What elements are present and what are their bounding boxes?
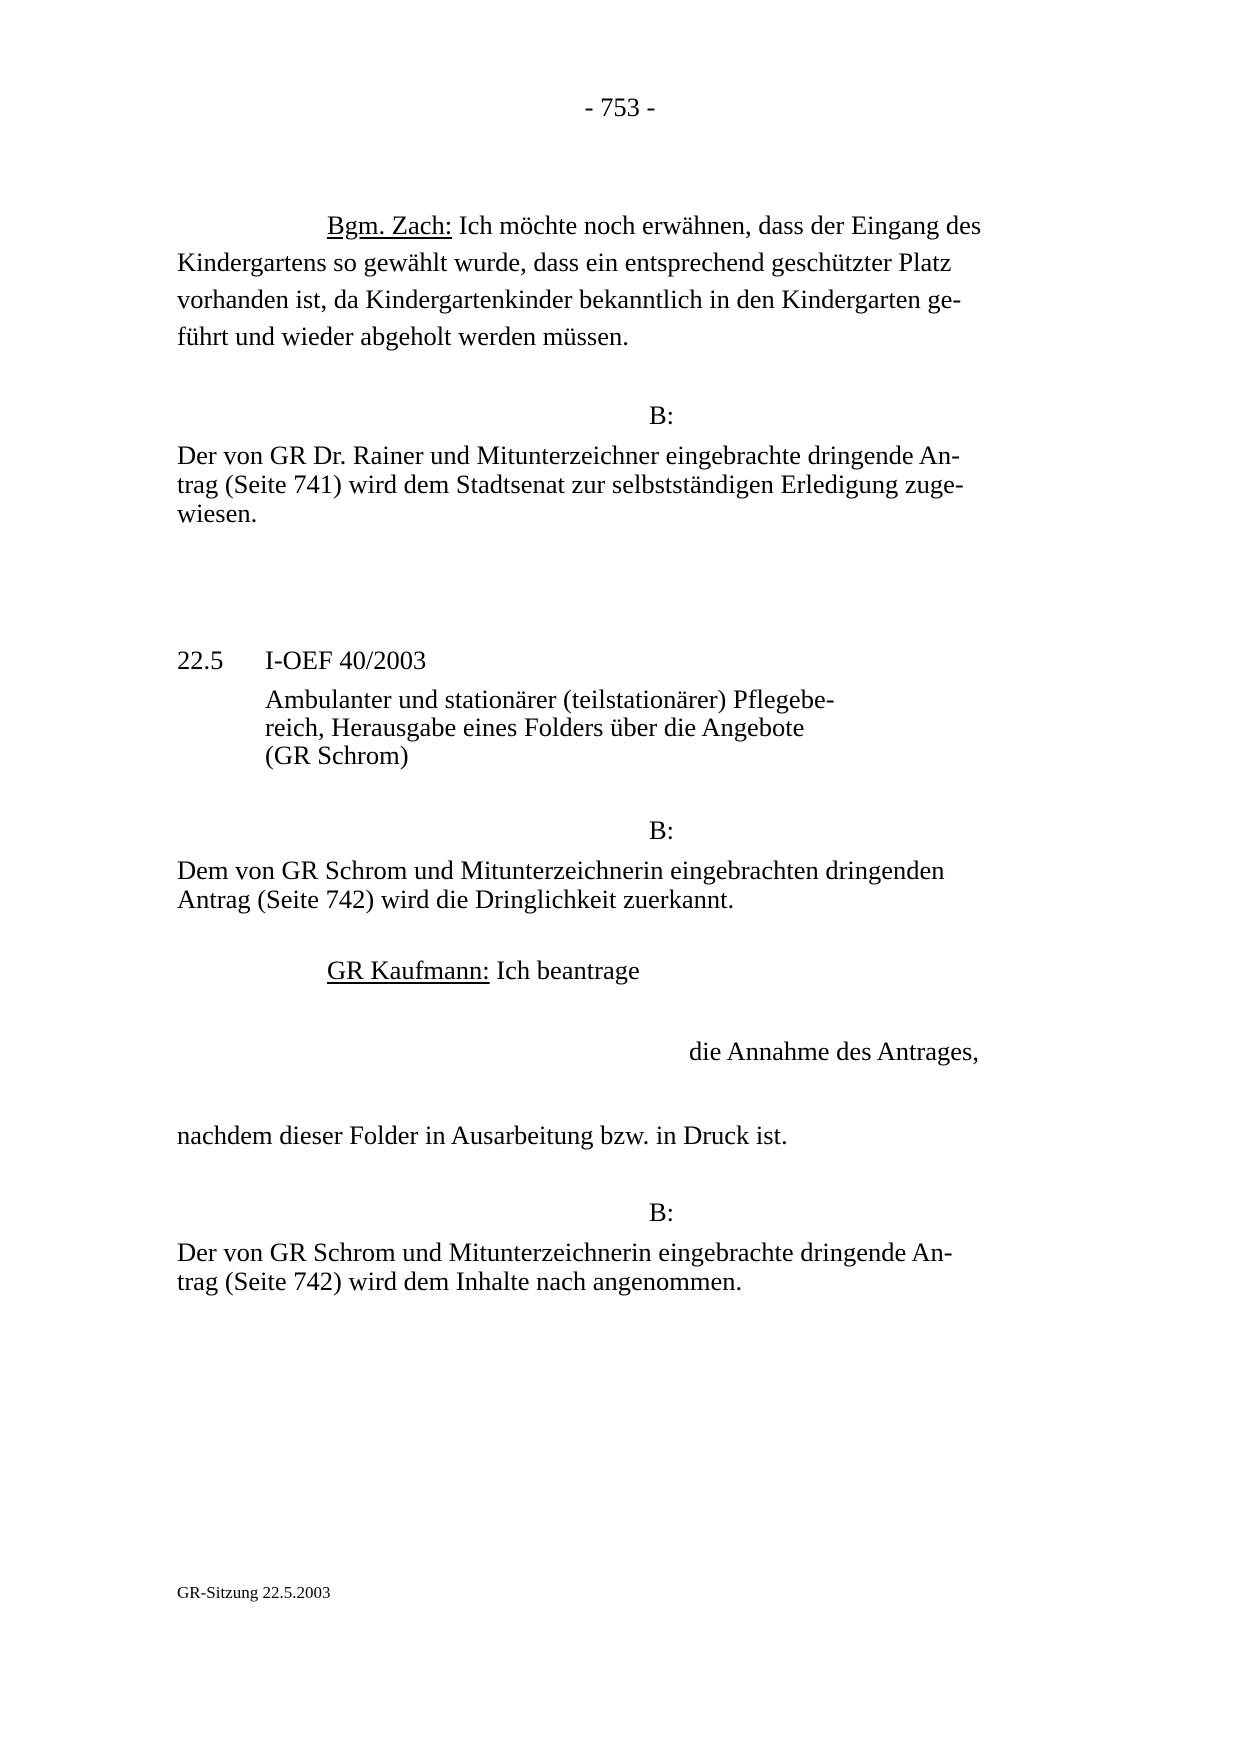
item-title-line2: reich, Herausgabe eines Folders über die Angebote [265, 712, 805, 742]
decision2-line1: Dem von GR Schrom und Mitunterzeichnerin eingebrachten dringenden [177, 855, 945, 885]
decision1-line2: trag (Seite 741) wird dem Stadtsenat zur selbstständigen Erledigung zuge- [177, 469, 964, 499]
para1-line3: vorhanden ist, da Kindergartenkinder bekanntlich in den Kindergarten ge- [177, 284, 962, 314]
item-title-line3: (GR Schrom) [265, 740, 409, 770]
para2-after: nachdem dieser Folder in Ausarbeitung bzw. in Druck ist. [177, 1120, 788, 1150]
footer-session-date: GR-Sitzung 22.5.2003 [177, 1583, 331, 1602]
speaker-bgm-zach: Bgm. Zach: [327, 210, 453, 240]
para1-line2: Kindergartens so gewählt wurde, dass ein entsprechend geschützter Platz [177, 247, 952, 277]
decision3-line2: trag (Seite 742) wird dem Inhalte nach angenommen. [177, 1266, 743, 1296]
item-number: 22.5 [177, 645, 224, 675]
decision1-line3: wiesen. [177, 498, 258, 528]
decision2-label: B: [649, 815, 675, 845]
decision2-line2: Antrag (Seite 742) wird die Dringlichkeit zuerkannt. [177, 884, 735, 914]
speaker-gr-kaufmann: GR Kaufmann: [327, 955, 490, 985]
item-code: I-OEF 40/2003 [265, 645, 427, 675]
page-number: - 753 - [584, 92, 656, 122]
para1-line4: führt und wieder abgeholt werden müssen. [177, 321, 629, 351]
item-title-line1: Ambulanter und stationärer (teilstationärer) Pflegebe- [265, 684, 835, 714]
decision1-label: B: [649, 400, 675, 430]
para2-line1: GR Kaufmann: Ich beantrage [327, 955, 640, 985]
decision3-line1: Der von GR Schrom und Mitunterzeichnerin eingebrachte dringende An- [177, 1237, 953, 1267]
para2-motion: die Annahme des Antrages, [689, 1036, 979, 1066]
para1-line1: Bgm. Zach: Ich möchte noch erwähnen, dass der Eingang des [327, 210, 982, 240]
decision1-line1: Der von GR Dr. Rainer und Mitunterzeichner eingebrachte dringende An- [177, 440, 960, 470]
decision3-label: B: [649, 1197, 675, 1227]
